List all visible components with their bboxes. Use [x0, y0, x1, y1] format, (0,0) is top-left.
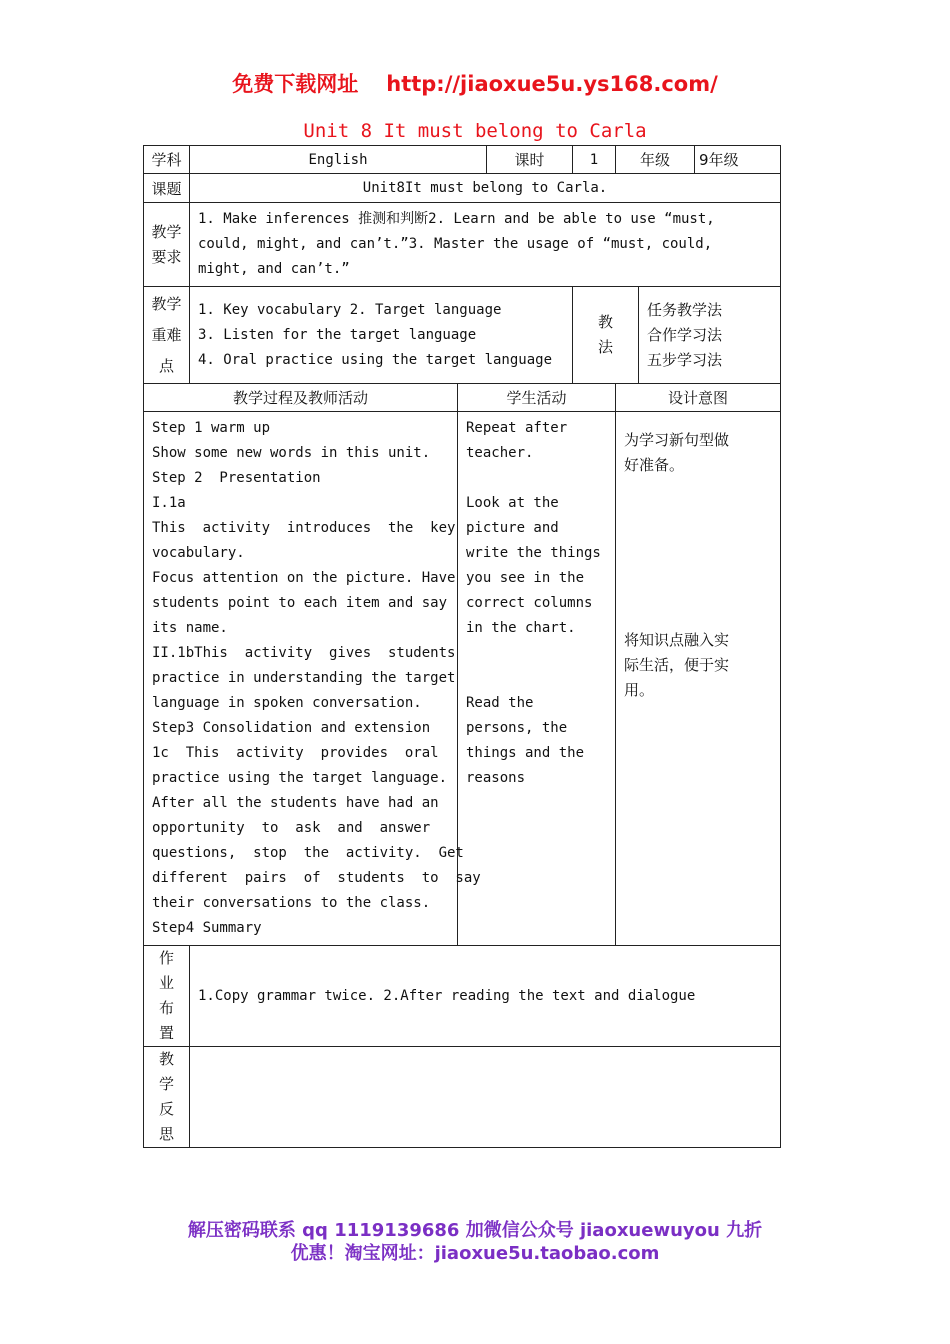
design-line [624, 478, 772, 503]
period-label: 课时 [487, 146, 573, 174]
process-line: After all the students have had an [152, 795, 439, 811]
key-points-label: 教学 重难 点 [144, 287, 190, 384]
process-line: Step 1 warm up [152, 420, 271, 436]
design-line: 好准备。 [624, 456, 685, 474]
process-line: questions, stop the activity. Get [152, 845, 464, 861]
student-cell [458, 412, 616, 946]
grade-label: 年级 [616, 146, 695, 174]
student-line: write the things [466, 545, 601, 561]
design-cell [616, 412, 781, 946]
grade-value: 9年级 [695, 146, 781, 174]
reflection-label: 教 学 反 思 [144, 1047, 190, 1148]
process-line: different pairs of students to say [152, 870, 481, 886]
topic-value: Unit8It must belong to Carla. [190, 174, 781, 203]
process-line: This activity introduces the key [152, 520, 456, 536]
process-line: Focus attention on the picture. Have [152, 570, 456, 586]
design-line: 用。 [624, 681, 655, 699]
student-line [466, 641, 607, 666]
student-line: Read the [466, 695, 534, 711]
design-line [624, 553, 772, 578]
subject-value: English [190, 146, 487, 174]
method-item: 五步学习法 [647, 350, 723, 369]
process-cell [144, 412, 481, 946]
footer-line-2: 优惠！淘宝网址：jiaoxue5u.taobao.com [290, 1243, 660, 1264]
student-line: persons, the [466, 720, 568, 736]
process-line: opportunity to ask and answer [152, 820, 431, 836]
student-line: things and the [466, 745, 585, 761]
design-lines [624, 428, 772, 703]
requirements-label: 教学 要求 [144, 203, 190, 287]
process-line: students point to each item and say [152, 595, 448, 611]
process-line: II.1bThis activity gives students [152, 645, 456, 661]
page-title: Unit 8 It must belong to Carla [303, 120, 647, 142]
design-line [624, 528, 772, 553]
subject-label: 学科 [144, 146, 190, 174]
student-line: reasons [466, 770, 526, 786]
process-line: vocabulary. [152, 545, 245, 561]
download-url-link[interactable]: http://jiaoxue5u.ys168.com/ [386, 72, 718, 96]
design-line [624, 603, 772, 628]
process-line: practice in understanding the target [152, 670, 456, 686]
student-line [466, 666, 607, 691]
process-lines [152, 416, 481, 941]
student-column-header: 学生活动 [458, 384, 616, 412]
footer-contact [0, 1219, 950, 1265]
download-label: 免费下载网址 [232, 72, 359, 96]
student-line [466, 466, 607, 491]
reflection-text [190, 1047, 781, 1148]
design-line: 为学习新句型做 [624, 431, 730, 449]
process-line: its name. [152, 620, 228, 636]
period-value: 1 [573, 146, 616, 174]
method-item: 合作学习法 [647, 325, 723, 344]
method-label: 教 法 [573, 287, 639, 384]
student-line: picture and [466, 520, 559, 536]
requirements-text: 1. Make inferences 推测和判断2. Learn and be able to use “must, could, might, and can’t.”3. Master the usage of “must, could, might, and can’t.” [190, 203, 781, 287]
process-line: Show some new words in this unit. [152, 445, 431, 461]
student-line: teacher. [466, 445, 534, 461]
process-line: Step3 Consolidation and extension [152, 720, 431, 736]
footer-line-1: 解压密码联系 qq 1119139686 加微信公众号 jiaoxuewuyou 九折 [187, 1220, 763, 1241]
process-line: Step 2 Presentation [152, 470, 321, 486]
student-line: Repeat after [466, 420, 568, 436]
student-line: you see in the [466, 570, 585, 586]
process-line: 1c This activity provides oral [152, 745, 439, 761]
design-line [624, 578, 772, 603]
lesson-plan-table [143, 145, 781, 1148]
key-points-text: 1. Key vocabulary 2. Target language 3. Listen for the target language 4. Oral practice using the target language [190, 287, 573, 384]
student-lines [466, 416, 607, 791]
student-line: in the chart. [466, 620, 576, 636]
process-line: Step4 Summary [152, 920, 262, 936]
process-line: language in spoken conversation. [152, 695, 422, 711]
student-line: correct columns [466, 595, 593, 611]
process-line: practice using the target language. [152, 770, 448, 786]
homework-label: 作 业 布 置 [144, 946, 190, 1047]
homework-text: 1.Copy grammar twice. 2.After reading the text and dialogue [190, 946, 781, 1047]
student-line: Look at the [466, 495, 559, 511]
design-column-header: 设计意图 [616, 384, 781, 412]
design-line: 际生活，便于实 [624, 656, 730, 674]
method-item: 任务教学法 [647, 300, 723, 319]
method-list [639, 287, 781, 384]
design-line [624, 503, 772, 528]
topic-label: 课题 [144, 174, 190, 203]
process-column-header: 教学过程及教师活动 [144, 384, 458, 412]
download-header [0, 68, 950, 98]
design-line: 将知识点融入实 [624, 631, 730, 649]
process-line: I.1a [152, 495, 186, 511]
process-line: their conversations to the class. [152, 895, 431, 911]
